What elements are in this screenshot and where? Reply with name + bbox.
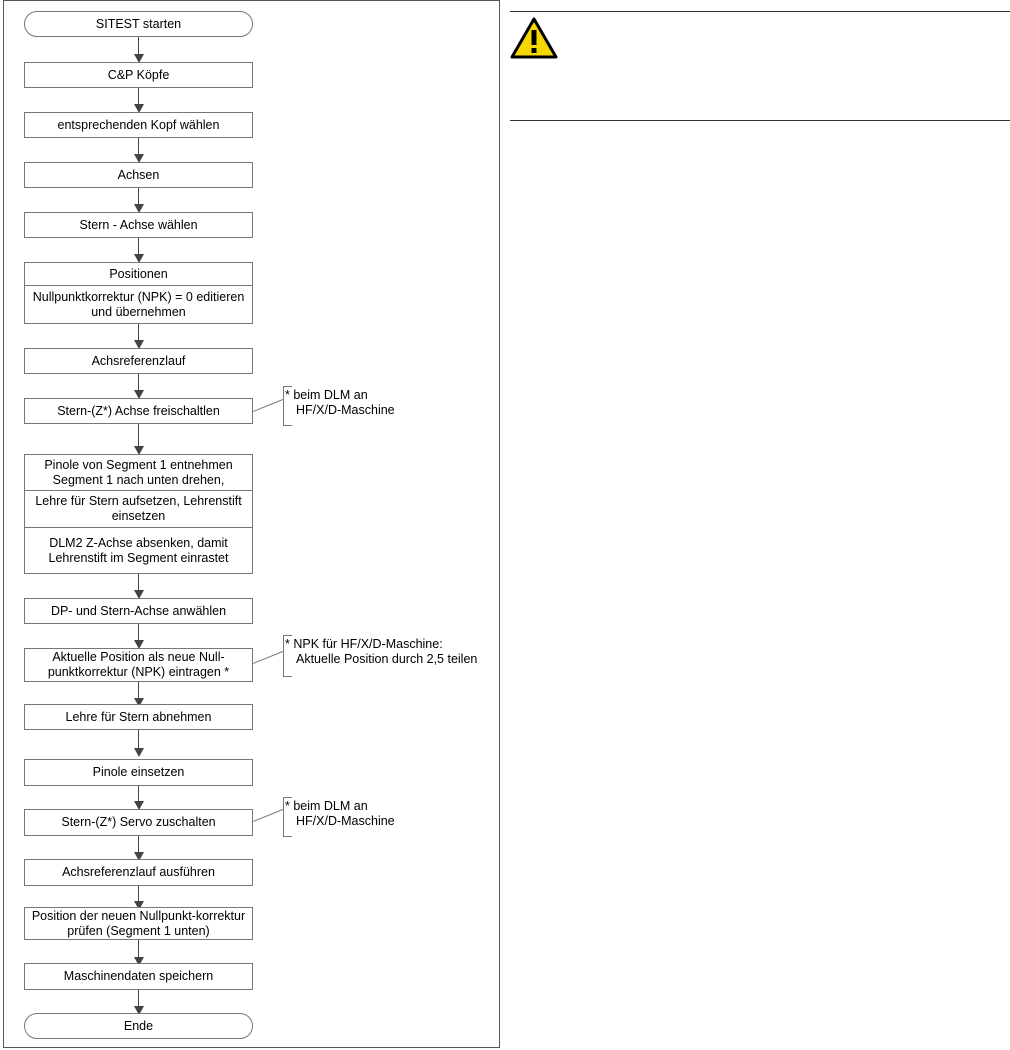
warning-triangle-icon: [510, 17, 558, 59]
annotation-text: * beim DLM an: [285, 388, 368, 402]
flowchart-frame: [3, 0, 500, 1048]
step-lehre-abnehmen: [24, 704, 253, 730]
step-servo-zuschalten: [24, 809, 253, 836]
step-stern-achse-freischalten: [24, 398, 253, 424]
warning-bottom-rule: [510, 120, 1010, 121]
node-label: Stern-(Z*) Achse freischaltlen: [57, 403, 220, 418]
step-achsen: [24, 162, 253, 188]
node-label: Lehrenstift im Segment einrastet: [48, 550, 229, 565]
step-pinole-einsetzen: [24, 759, 253, 786]
node-label: Maschinendaten speichern: [63, 969, 214, 983]
node-label: Positionen: [109, 266, 168, 281]
step-position-pruefen: [24, 907, 253, 940]
node-label: entsprechenden Kopf wählen: [57, 117, 220, 132]
step-stern-achse-waehlen: [24, 212, 253, 238]
annotation-text: * beim DLM an: [285, 799, 368, 813]
annotation-note: [285, 637, 477, 667]
step-maschinendaten-speichern: [24, 963, 253, 990]
end-terminal: [24, 1013, 253, 1039]
step-z-achse-absenken: [24, 528, 253, 574]
step-achsreferenzlauf: [24, 348, 253, 374]
node-label: Ende: [123, 1018, 154, 1033]
node-label: Aktuelle Position als neue Null-: [52, 650, 225, 664]
step-cp-koepfe: [24, 62, 253, 88]
node-label: Stern-(Z*) Servo zuschalten: [61, 815, 216, 829]
step-pinole-entnehmen: [24, 454, 253, 491]
node-label: Achsreferenzlauf: [91, 353, 186, 368]
step-kopf-waehlen: [24, 112, 253, 138]
node-label: prüfen (Segment 1 unten): [67, 923, 210, 938]
annotation-text: HF/X/D-Maschine: [296, 814, 395, 828]
connector: [138, 729, 139, 750]
annotation-text: * NPK für HF/X/D-Maschine:: [285, 637, 443, 651]
node-label: SITEST starten: [95, 16, 182, 31]
step-npk-editieren: [24, 286, 253, 324]
connector: [138, 36, 139, 56]
step-dp-stern-anwaehlen: [24, 598, 253, 624]
node-label: einsetzen: [111, 509, 166, 523]
node-label: und übernehmen: [91, 304, 186, 319]
node-label: DP- und Stern-Achse anwählen: [50, 603, 227, 618]
node-label: Segment 1 nach unten drehen,: [52, 472, 225, 487]
node-label: Nullpunktkorrektur (NPK) = 0 editieren: [32, 289, 245, 304]
annotation-note: [285, 799, 395, 829]
step-achsreferenzlauf-ausfuehren: [24, 859, 253, 886]
node-label: punktkorrektur (NPK) eintragen *: [47, 665, 230, 679]
node-label: DLM2 Z-Achse absenken, damit: [49, 535, 228, 550]
node-label: C&P Köpfe: [107, 67, 170, 82]
node-label: Position der neuen Nullpunkt-korrektur: [31, 908, 246, 923]
step-lehre-aufsetzen: [24, 491, 253, 528]
node-label: Lehre für Stern abnehmen: [65, 709, 212, 724]
annotation-text: HF/X/D-Maschine: [296, 403, 395, 417]
node-label: Stern - Achse wählen: [79, 217, 198, 232]
step-positionen: [24, 262, 253, 286]
connector: [138, 423, 139, 448]
node-label: Achsreferenzlauf ausführen: [62, 865, 215, 879]
node-label: Achsen: [117, 167, 160, 182]
annotation-connector: [253, 809, 283, 822]
annotation-text: Aktuelle Position durch 2,5 teilen: [296, 652, 478, 666]
connector: [138, 939, 139, 959]
annotation-connector: [253, 399, 283, 412]
annotation-note: [285, 388, 395, 418]
step-npk-eintragen: [24, 648, 253, 682]
node-label: Lehre für Stern aufsetzen, Lehrenstift: [35, 494, 242, 508]
annotation-connector: [253, 651, 283, 664]
warning-top-rule: [510, 11, 1010, 12]
node-label: Pinole von Segment 1 entnehmen: [44, 457, 233, 472]
arrow-icon: [134, 748, 144, 757]
start-terminal: [24, 11, 253, 37]
node-label: Pinole einsetzen: [92, 765, 185, 779]
